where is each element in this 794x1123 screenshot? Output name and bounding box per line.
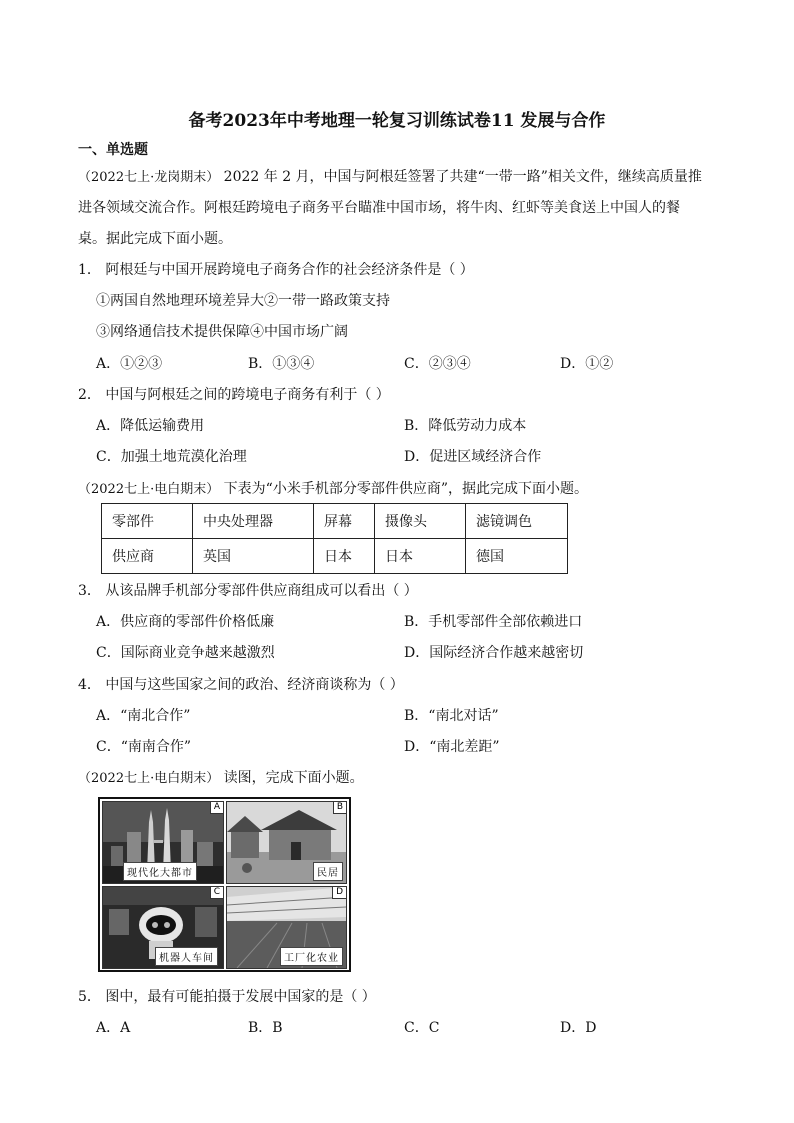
q1-line-b: ③网络通信技术提供保障④中国市场广阔 bbox=[96, 324, 348, 340]
group1-source: （2022七上·龙岗期末） bbox=[78, 170, 220, 185]
q4-option-d[interactable]: D．“南北差距” bbox=[404, 739, 500, 755]
group1-line3: 桌。据此完成下面小题。 bbox=[78, 231, 232, 247]
group2-source: （2022七上·电白期末） bbox=[78, 482, 220, 497]
photo-b-caption: 民居 bbox=[313, 862, 343, 881]
q3-option-d[interactable]: D．国际经济合作越来越密切 bbox=[404, 645, 584, 661]
page-title: 备考2023年中考地理一轮复习训练试卷11 发展与合作 bbox=[188, 111, 606, 131]
q4-option-b[interactable]: B．“南北对话” bbox=[404, 708, 499, 724]
table-cell: 零部件 bbox=[102, 504, 193, 539]
photo-d bbox=[226, 886, 347, 969]
group1-line1 bbox=[78, 166, 702, 186]
q4-option-c[interactable]: C．“南南合作” bbox=[96, 739, 192, 755]
group3-text: 读图，完成下面小题。 bbox=[223, 770, 364, 786]
table-cell: 日本 bbox=[375, 539, 466, 574]
q3-option-b[interactable]: B．手机零部件全部依赖进口 bbox=[404, 614, 583, 630]
table-cell: 摄像头 bbox=[375, 504, 466, 539]
q5-option-a[interactable]: A．A bbox=[96, 1020, 131, 1036]
group3-source: （2022七上·电白期末） bbox=[78, 771, 220, 786]
table-cell: 德国 bbox=[466, 539, 568, 574]
group2-intro bbox=[78, 478, 588, 498]
group1-line2: 进各领域交流合作。阿根廷跨境电子商务平台瞄准中国市场，将牛肉、红虾等美食送上中国人的餐 bbox=[78, 200, 680, 216]
table-cell: 屏幕 bbox=[314, 504, 375, 539]
table-cell: 供应商 bbox=[102, 539, 193, 574]
group2-text: 下表为“小米手机部分零部件供应商”，据此完成下面小题。 bbox=[223, 481, 588, 497]
table-cell: 日本 bbox=[314, 539, 375, 574]
q1-option-c[interactable]: C．②③④ bbox=[404, 356, 471, 372]
q3-option-c[interactable]: C．国际商业竞争越来越激烈 bbox=[96, 645, 275, 661]
table-cell: 中央处理器 bbox=[193, 504, 314, 539]
photo-a-caption: 现代化大都市 bbox=[123, 862, 197, 881]
q5-option-c[interactable]: C．C bbox=[404, 1020, 440, 1036]
group1-text-1: 2022 年 2 月，中国与阿根廷签署了共建“一带一路”相关文件，继续高质量推 bbox=[223, 169, 702, 185]
photo-c bbox=[102, 886, 224, 969]
photo-d-label: D bbox=[332, 887, 346, 899]
table-cell: 英国 bbox=[193, 539, 314, 574]
supplier-table bbox=[101, 503, 568, 574]
q1-option-b[interactable]: B．①③④ bbox=[248, 356, 315, 372]
q4-stem: 4． 中国与这些国家之间的政治、经济商谈称为（ ） bbox=[78, 677, 404, 693]
q3-stem: 3． 从该品牌手机部分零部件供应商组成可以看出（ ） bbox=[78, 583, 418, 599]
photo-d-caption: 工厂化农业 bbox=[280, 947, 343, 966]
q4-option-a[interactable]: A．“南北合作” bbox=[96, 708, 191, 724]
q5-option-d[interactable]: D．D bbox=[560, 1020, 597, 1036]
photo-c-label: C bbox=[210, 887, 223, 899]
q1-option-d[interactable]: D．①② bbox=[560, 356, 614, 372]
q1-line-a: ①两国自然地理环境差异大②一带一路政策支持 bbox=[96, 293, 390, 309]
q2-stem: 2． 中国与阿根廷之间的跨境电子商务有利于（ ） bbox=[78, 387, 390, 403]
q3-option-a[interactable]: A．供应商的零部件价格低廉 bbox=[96, 614, 275, 630]
q2-option-c[interactable]: C．加强土地荒漠化治理 bbox=[96, 449, 247, 465]
q2-option-b[interactable]: B．降低劳动力成本 bbox=[404, 418, 527, 434]
q1-stem: 1． 阿根廷与中国开展跨境电子商务合作的社会经济条件是（ ） bbox=[78, 262, 474, 278]
table-row bbox=[102, 539, 568, 574]
photo-b-label: B bbox=[333, 802, 346, 814]
section-heading: 一、单选题 bbox=[78, 142, 148, 158]
photo-c-caption: 机器人车间 bbox=[155, 947, 218, 966]
photo-figure bbox=[98, 797, 351, 972]
photo-a bbox=[102, 801, 224, 884]
table-cell: 滤镜调色 bbox=[466, 504, 568, 539]
photo-b bbox=[226, 801, 347, 884]
q2-option-d[interactable]: D．促进区域经济合作 bbox=[404, 449, 542, 465]
photo-a-label: A bbox=[210, 802, 223, 814]
q5-option-b[interactable]: B．B bbox=[248, 1020, 283, 1036]
q5-stem: 5． 图中，最有可能拍摄于发展中国家的是（ ） bbox=[78, 989, 376, 1005]
table-row bbox=[102, 504, 568, 539]
q2-option-a[interactable]: A．降低运输费用 bbox=[96, 418, 205, 434]
group3-intro bbox=[78, 767, 364, 787]
q1-option-a[interactable]: A．①②③ bbox=[96, 356, 163, 372]
